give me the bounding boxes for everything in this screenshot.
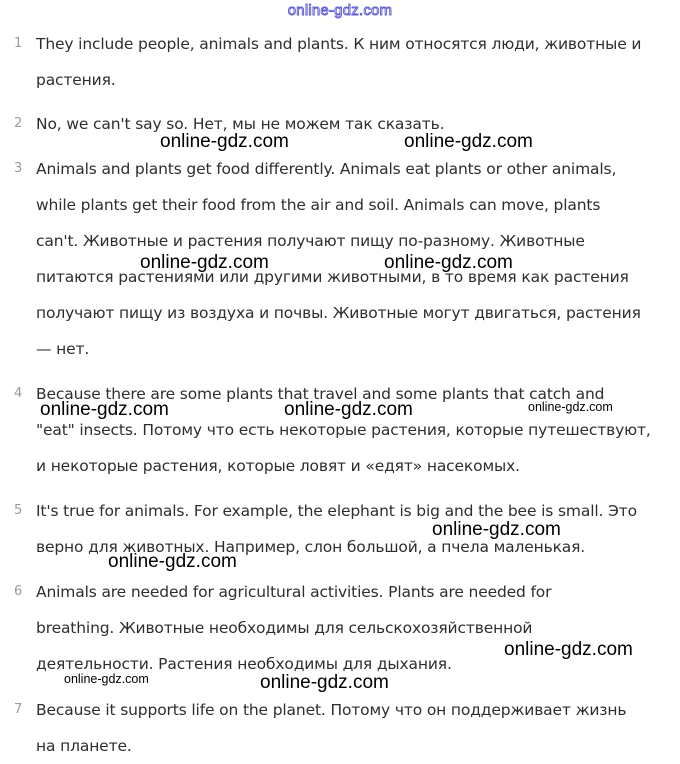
answer-line: while plants get their food from the air and soil. Animals can move, plants — [36, 196, 601, 214]
watermark-text: online-gdz.com — [260, 672, 389, 693]
answer-number: 7 — [14, 702, 23, 717]
answer-number: 1 — [14, 36, 23, 51]
answer-line: деятельности. Растения необходимы для дыхания. — [36, 655, 452, 673]
answer-number: 2 — [14, 116, 23, 131]
answer-line: No, we can't say so. Нет, мы не можем так сказать. — [36, 115, 445, 133]
watermark-text: online-gdz.com — [64, 672, 149, 686]
watermark-text: online-gdz.com — [504, 639, 633, 660]
answer-line: "eat" insects. Потому что есть некоторые растения, которые путешествуют, — [36, 421, 651, 439]
watermark-text: online-gdz.com — [40, 399, 169, 420]
answer-line: верно для животных. Например, слон большой, а пчела маленькая. — [36, 538, 586, 556]
answer-number: 5 — [14, 503, 23, 518]
watermark-text: online-gdz.com — [528, 400, 613, 414]
answer-line: на планете. — [36, 737, 132, 755]
answer-line: растения. — [36, 71, 116, 89]
answer-line: питаются растениями или другими животными, в то время как растения — [36, 268, 629, 286]
answer-number: 4 — [14, 386, 23, 401]
watermark-text: online-gdz.com — [284, 399, 413, 420]
answer-line: — нет. — [36, 340, 90, 358]
answer-number: 3 — [14, 161, 23, 176]
header-watermark: online-gdz.com — [287, 2, 393, 19]
answer-line: получают пищу из воздуха и почвы. Животные могут двигаться, растения — [36, 304, 641, 322]
answer-line: can't. Животные и растения получают пищу по-разному. Животные — [36, 232, 585, 250]
answer-line: и некоторые растения, которые ловят и «едят» насекомых. — [36, 457, 520, 475]
watermark-text: online-gdz.com — [432, 519, 561, 540]
watermark-text: online-gdz.com — [108, 551, 237, 572]
watermark-text: online-gdz.com — [384, 252, 513, 273]
answer-number: 6 — [14, 584, 23, 599]
answer-line: They include people, animals and plants. К ним относятся люди, животные и — [36, 35, 642, 53]
answer-line: breathing. Животные необходимы для сельскохозяйственной — [36, 619, 533, 637]
answer-line: Animals are needed for agricultural activities. Plants are needed for — [36, 583, 552, 601]
answer-line: Because it supports life on the planet. Потому что он поддерживает жизнь — [36, 701, 627, 719]
answer-line: Animals and plants get food differently. Animals eat plants or other animals, — [36, 160, 617, 178]
watermark-text: online-gdz.com — [160, 131, 289, 152]
watermark-text: online-gdz.com — [404, 131, 533, 152]
watermark-text: online-gdz.com — [140, 252, 269, 273]
answer-line: It's true for animals. For example, the elephant is big and the bee is small. Это — [36, 502, 637, 520]
answer-line: Because there are some plants that travel and some plants that catch and — [36, 385, 605, 403]
